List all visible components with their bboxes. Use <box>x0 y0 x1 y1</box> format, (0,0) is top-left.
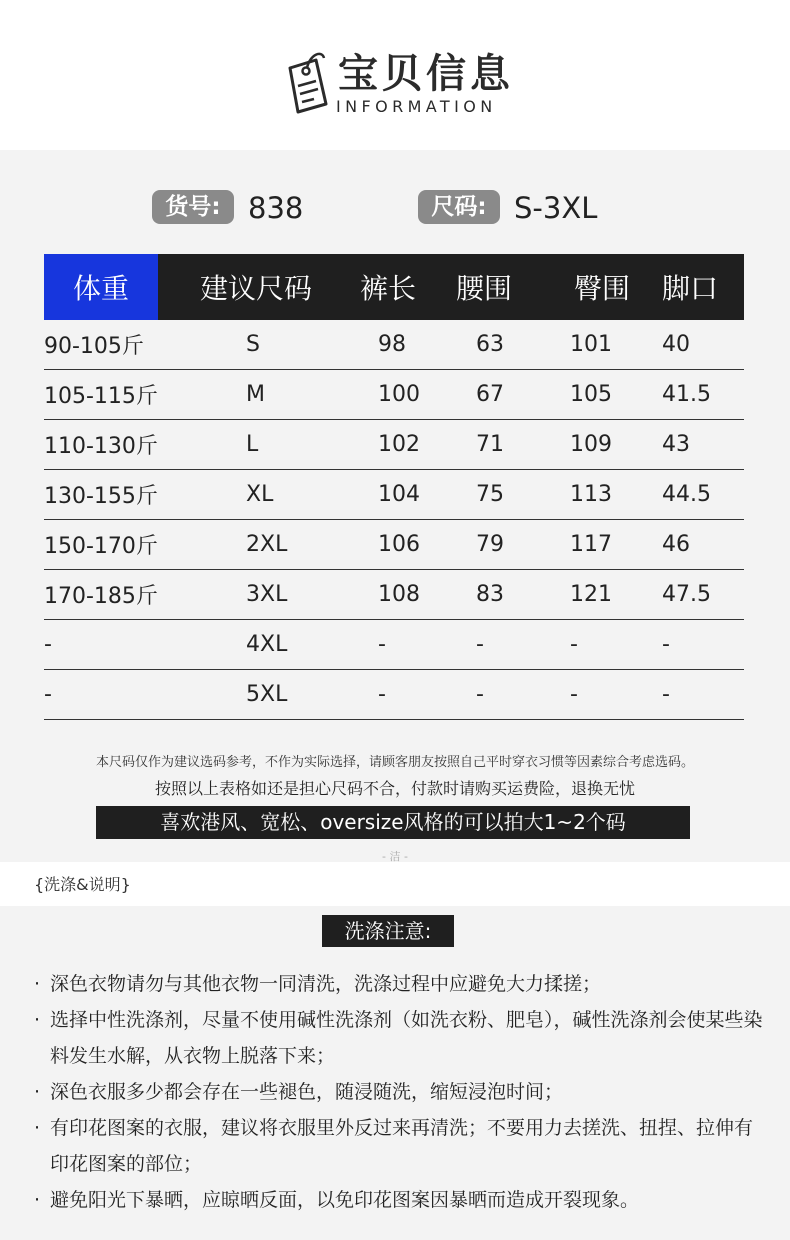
cell-hip: 101 <box>552 320 662 370</box>
cell-hip: - <box>552 620 662 670</box>
cell-hip: 117 <box>552 520 662 570</box>
bullet-icon: · <box>34 1009 41 1031</box>
cell-size: 2XL <box>158 520 356 570</box>
cell-leg-opening: 40 <box>662 320 744 370</box>
header-pants-length: 裤长 <box>356 254 456 320</box>
cell-size: XL <box>158 470 356 520</box>
cell-leg-opening: - <box>662 670 744 720</box>
cell-size: L <box>158 420 356 470</box>
cell-length: - <box>356 620 456 670</box>
cell-weight: - <box>44 620 158 670</box>
cell-length: 100 <box>356 370 456 420</box>
shipping-insurance-note: 按照以上表格如还是担心尺码不合，付款时请购买运费险，退换无忧 <box>154 779 635 798</box>
cell-waist: 79 <box>456 520 552 570</box>
cell-leg-opening: - <box>662 620 744 670</box>
cell-size: 4XL <box>158 620 356 670</box>
cell-waist: 75 <box>456 470 552 520</box>
table-header-row <box>44 254 744 320</box>
cell-hip: 121 <box>552 570 662 620</box>
header-weight: 体重 <box>44 254 158 320</box>
cell-weight: 90-105斤 <box>44 320 158 370</box>
table-row <box>44 370 744 420</box>
cell-length: 108 <box>356 570 456 620</box>
cell-length: 98 <box>356 320 456 370</box>
cell-weight: 105-115斤 <box>44 370 158 420</box>
cell-weight: 170-185斤 <box>44 570 158 620</box>
cell-size: S <box>158 320 356 370</box>
cell-waist: 63 <box>456 320 552 370</box>
cell-length: 102 <box>356 420 456 470</box>
cell-waist: 83 <box>456 570 552 620</box>
list-item <box>34 1074 764 1110</box>
washing-instructions-list <box>34 966 764 1218</box>
cell-weight: 110-130斤 <box>44 420 158 470</box>
cell-weight: 150-170斤 <box>44 520 158 570</box>
size-table <box>44 254 744 720</box>
cell-size: 3XL <box>158 570 356 620</box>
cell-leg-opening: 46 <box>662 520 744 570</box>
list-item <box>34 966 764 1002</box>
cell-leg-opening: 43 <box>662 420 744 470</box>
cell-hip: 105 <box>552 370 662 420</box>
cell-waist: 67 <box>456 370 552 420</box>
table-row <box>44 670 744 720</box>
price-tag-icon <box>276 44 332 116</box>
table-row <box>44 420 744 470</box>
item-number-value: 838 <box>248 191 304 225</box>
cell-length: - <box>356 670 456 720</box>
table-row <box>44 570 744 620</box>
table-row <box>44 470 744 520</box>
header-leg-opening: 脚口 <box>662 254 744 320</box>
list-item-text: 深色衣物请勿与其他衣物一同清洗，洗涤过程中应避免大力揉搓； <box>50 973 602 995</box>
header-waist: 腰围 <box>456 254 552 320</box>
cell-length: 106 <box>356 520 456 570</box>
cell-length: 104 <box>356 470 456 520</box>
size-range-label: 尺码: <box>418 190 500 224</box>
list-item-text: 避免阳光下暴晒，应晾晒反面，以免印花图案因暴晒而造成开裂现象。 <box>50 1189 640 1211</box>
list-item-text: 选择中性洗涤剂，尽量不使用碱性洗涤剂（如洗衣粉、肥皂），碱性洗涤剂会使某些染料发生水解，从衣物上脱落下来； <box>50 1009 763 1067</box>
list-item-text: 有印花图案的衣服，建议将衣服里外反过来再清洗；不要用力去搓洗、扭捏、拉伸有印花图案的部位； <box>50 1117 754 1175</box>
cell-waist: - <box>456 670 552 720</box>
table-row <box>44 520 744 570</box>
list-item <box>34 1002 764 1074</box>
list-item-text: 深色衣服多少都会存在一些褪色，随浸随洗，缩短浸泡时间； <box>50 1081 564 1103</box>
cell-size: 5XL <box>158 670 356 720</box>
cell-leg-opening: 41.5 <box>662 370 744 420</box>
cell-hip: - <box>552 670 662 720</box>
bullet-icon: · <box>34 1081 41 1103</box>
cell-hip: 113 <box>552 470 662 520</box>
cell-hip: 109 <box>552 420 662 470</box>
washing-section-label: {洗涤&说明} <box>34 875 131 894</box>
size-range-value: S-3XL <box>514 191 598 225</box>
washing-title: 洗涤注意: <box>322 915 454 947</box>
table-row <box>44 620 744 670</box>
cell-weight: 130-155斤 <box>44 470 158 520</box>
header-suggested-size: 建议尺码 <box>158 254 356 320</box>
divider-mark: - 洁 - <box>382 850 408 863</box>
bullet-icon: · <box>34 973 41 995</box>
cell-waist: - <box>456 620 552 670</box>
list-item <box>34 1110 764 1182</box>
table-row <box>44 320 744 370</box>
list-item <box>34 1182 764 1218</box>
header-hip: 臀围 <box>552 254 662 320</box>
page-subtitle: INFORMATION <box>336 97 497 116</box>
cell-leg-opening: 44.5 <box>662 470 744 520</box>
cell-leg-opening: 47.5 <box>662 570 744 620</box>
size-disclaimer: 本尺码仅作为建议选码参考，不作为实际选择，请顾客朋友按照自己平时穿衣习惯等因素综合考虑选码。 <box>95 755 694 770</box>
fit-advice-banner: 喜欢港风、宽松、oversize风格的可以拍大1~2个码 <box>96 806 690 839</box>
cell-weight: - <box>44 670 158 720</box>
bullet-icon: · <box>34 1189 41 1211</box>
cell-size: M <box>158 370 356 420</box>
cell-waist: 71 <box>456 420 552 470</box>
item-number-label: 货号: <box>152 190 234 224</box>
page-title: 宝贝信息 <box>338 51 514 97</box>
bullet-icon: · <box>34 1117 41 1139</box>
